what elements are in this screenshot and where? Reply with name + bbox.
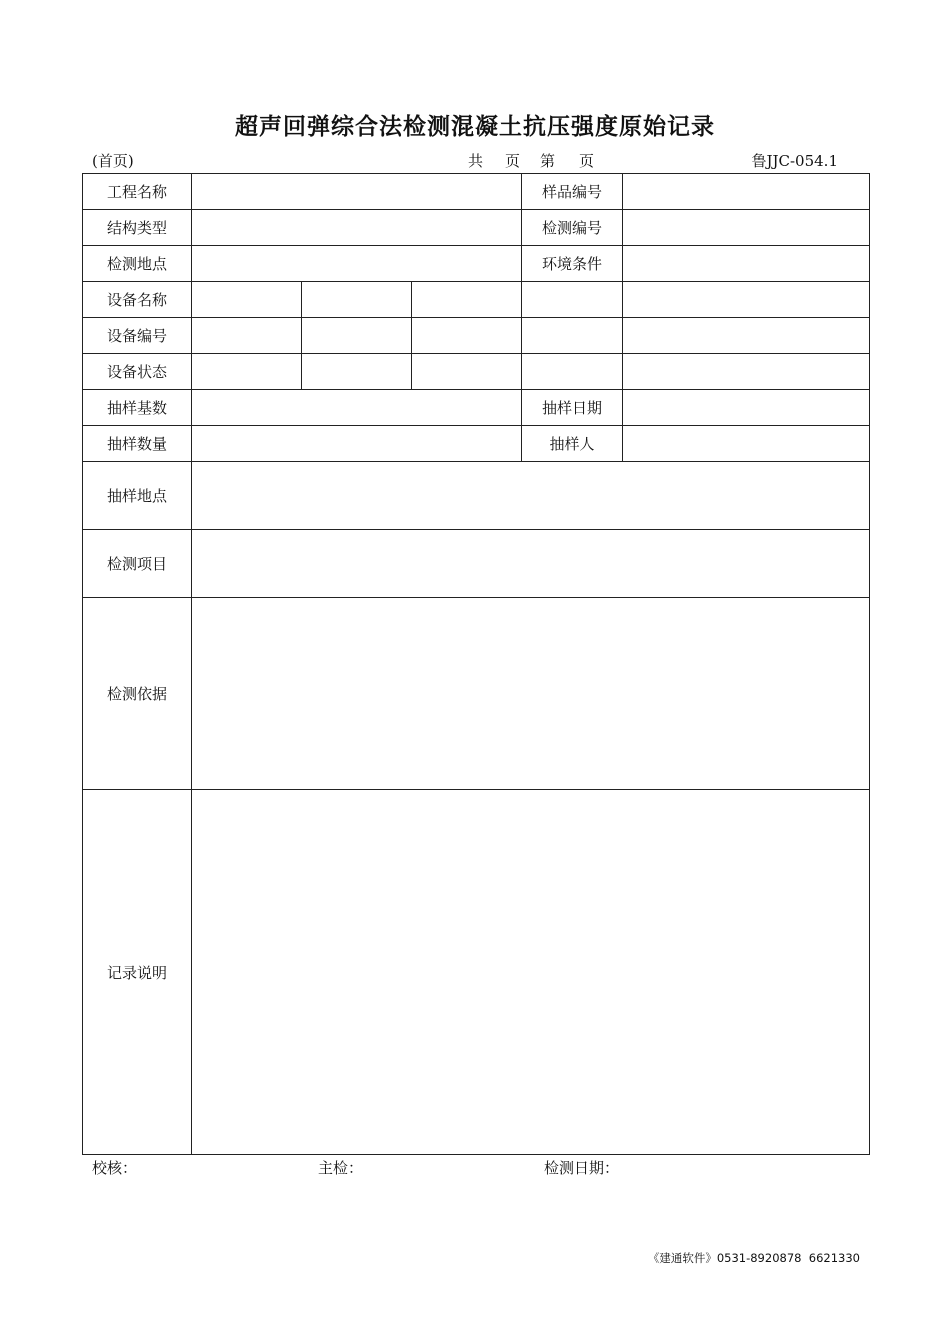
reviewer-label: 校核：	[92, 1159, 138, 1177]
sample-no-label: 样品编号	[522, 174, 623, 210]
equipment-name-label: 设备名称	[83, 282, 192, 318]
equipment-status-field-1[interactable]	[192, 354, 302, 390]
project-name-field[interactable]	[192, 174, 522, 210]
nth-label: 第	[540, 152, 556, 170]
structure-type-field[interactable]	[192, 210, 522, 246]
record-notes-label: 记录说明	[83, 790, 192, 1155]
sampling-base-field[interactable]	[192, 390, 522, 426]
equipment-no-field-3[interactable]	[412, 318, 522, 354]
equipment-no-field-4[interactable]	[522, 318, 623, 354]
equipment-name-field-5[interactable]	[623, 282, 870, 318]
test-location-field[interactable]	[192, 246, 522, 282]
equipment-no-label: 设备编号	[83, 318, 192, 354]
environment-label: 环境条件	[522, 246, 623, 282]
table-row	[83, 174, 870, 210]
equipment-no-field-5[interactable]	[623, 318, 870, 354]
test-date-label: 检测日期：	[544, 1159, 620, 1177]
structure-type-label: 结构类型	[83, 210, 192, 246]
equipment-status-field-5[interactable]	[623, 354, 870, 390]
equipment-status-field-4[interactable]	[522, 354, 623, 390]
sampling-base-label: 抽样基数	[83, 390, 192, 426]
test-item-field[interactable]	[192, 530, 870, 598]
sampling-location-label: 抽样地点	[83, 462, 192, 530]
first-page-label: (首页)	[92, 152, 134, 170]
test-basis-label: 检测依据	[83, 598, 192, 790]
page-label: 页	[505, 152, 521, 170]
page-label-2: 页	[579, 152, 595, 170]
record-form-table	[82, 173, 870, 1155]
environment-field[interactable]	[623, 246, 870, 282]
sampling-date-label: 抽样日期	[522, 390, 623, 426]
table-row	[83, 246, 870, 282]
table-row	[83, 318, 870, 354]
table-row	[83, 354, 870, 390]
sampler-label: 抽样人	[522, 426, 623, 462]
equipment-status-label: 设备状态	[83, 354, 192, 390]
equipment-name-field-1[interactable]	[192, 282, 302, 318]
record-notes-field[interactable]	[192, 790, 870, 1155]
sampling-date-field[interactable]	[623, 390, 870, 426]
equipment-status-field-3[interactable]	[412, 354, 522, 390]
test-location-label: 检测地点	[83, 246, 192, 282]
total-label: 共	[468, 152, 484, 170]
table-row	[83, 210, 870, 246]
equipment-status-field-2[interactable]	[302, 354, 412, 390]
equipment-name-field-3[interactable]	[412, 282, 522, 318]
test-no-field[interactable]	[623, 210, 870, 246]
test-item-label: 检测项目	[83, 530, 192, 598]
test-basis-field[interactable]	[192, 598, 870, 790]
test-no-label: 检测编号	[522, 210, 623, 246]
table-row	[83, 426, 870, 462]
table-row	[83, 598, 870, 790]
sampler-field[interactable]	[623, 426, 870, 462]
inspector-label: 主检：	[318, 1159, 364, 1177]
table-row	[83, 530, 870, 598]
page-count	[468, 150, 594, 171]
sample-no-field[interactable]	[623, 174, 870, 210]
equipment-name-field-2[interactable]	[302, 282, 412, 318]
equipment-name-field-4[interactable]	[522, 282, 623, 318]
table-row	[83, 282, 870, 318]
sampling-location-field[interactable]	[192, 462, 870, 530]
table-row	[83, 462, 870, 530]
software-brand: 《建通软件》0531-8920878 6621330	[647, 1251, 860, 1265]
sampling-qty-label: 抽样数量	[83, 426, 192, 462]
form-code: 鲁JJC-054.1	[751, 152, 838, 170]
equipment-no-field-1[interactable]	[192, 318, 302, 354]
table-row	[83, 390, 870, 426]
page-title: 超声回弹综合法检测混凝土抗压强度原始记录	[235, 114, 715, 140]
sampling-qty-field[interactable]	[192, 426, 522, 462]
table-row	[83, 790, 870, 1155]
project-name-label: 工程名称	[83, 174, 192, 210]
equipment-no-field-2[interactable]	[302, 318, 412, 354]
